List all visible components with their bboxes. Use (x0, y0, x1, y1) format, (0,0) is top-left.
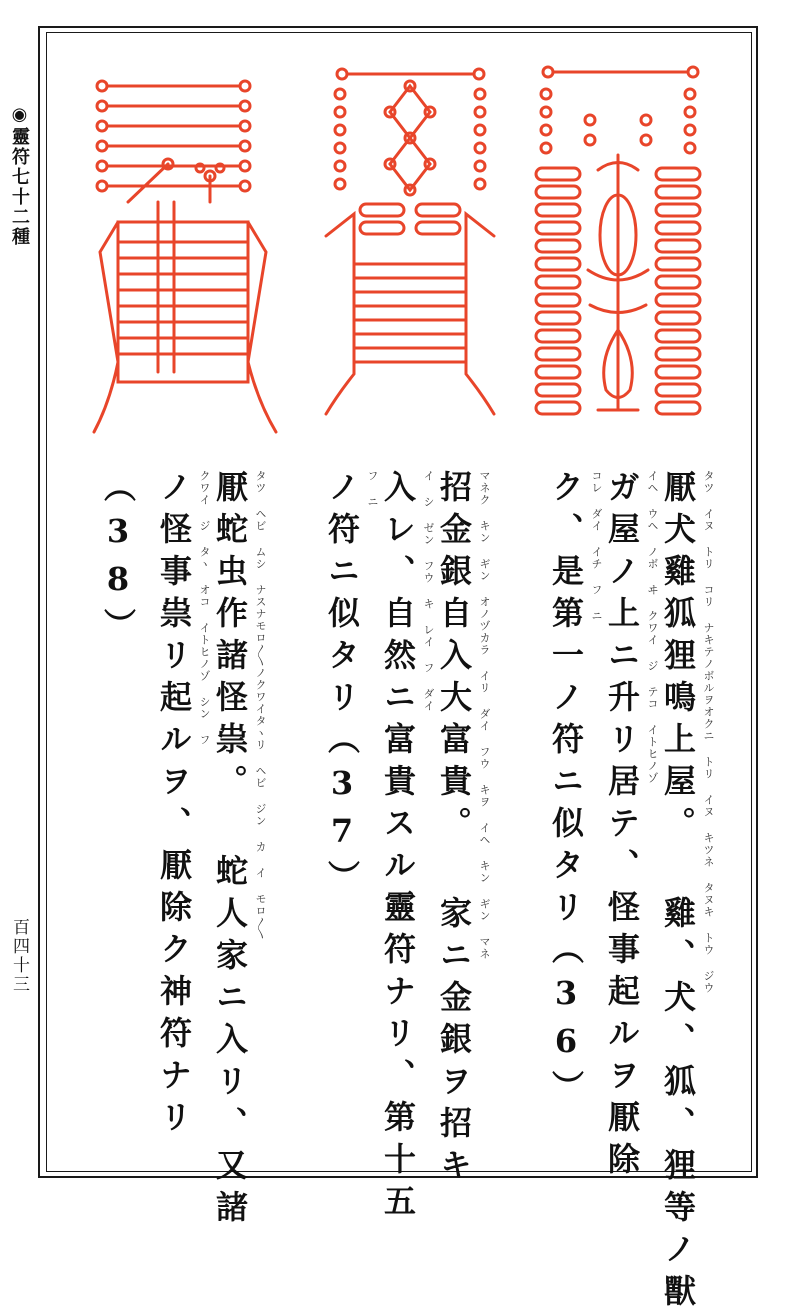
entry37-line-1: 招金銀自入大富貴。 家ニ金銀ヲ招キ (435, 470, 473, 1190)
entry38-ruby-1: タツ ヘビ ムシ ナスナモロ〳〵ノクワイタヽリ ヘビ ジン カ イ モロ〳〵 (254, 470, 267, 940)
entry37-ruby-1: マネク キン ギン オノヅカラ イリ ダイ フウ キヲ イヘ キン ギン マネ (478, 470, 491, 960)
entry36-ruby-3: コレ ダイ イチ フ ニ (590, 470, 603, 622)
entry36-line-2: ガ屋ノ上ニ升リ居テ、怪事起ルヲ厭除 (603, 470, 641, 1184)
entry38-line-2: ノ怪事祟リ起ルヲ、厭除ク神符ナリ (155, 470, 193, 1142)
page-number: 百四十三 (9, 918, 29, 994)
entry38-line-3: （38） (99, 470, 137, 650)
entry38-line-1: 厭蛇虫作諸怪祟。 蛇人家ニ入リ、又諸 (211, 470, 249, 1232)
entry38-ruby-2: クワイ ジ タヽ オコ イトヒノゾ シン フ (198, 470, 211, 746)
entry37-line-3: ノ符ニ似タリ（37） (323, 470, 361, 902)
entry37-ruby-3: フ ニ (366, 470, 379, 508)
running-header: ◉靈符七十二種 (9, 104, 30, 247)
entry36-line-1: 厭犬雞狐狸鳴上屋。 雞、犬、狐、狸等ノ獸 (659, 470, 697, 1316)
entry37-line-2: 入レ、自然ニ富貴スル靈符ナリ、第十五 (379, 470, 417, 1226)
talisman-38-seal (88, 72, 280, 442)
entry37-ruby-2: イ シ ゼン フウ キ レイ フ ダイ (422, 470, 435, 712)
entry36-ruby-2: イヘ ウヘ ノボ ヰ クワイ ジ テコ イトヒノゾ (646, 470, 659, 784)
talisman-37-seal (318, 64, 498, 430)
talisman-36-seal (528, 60, 708, 440)
entry36-line-3: ク、是第一ノ符ニ似タリ（36） (547, 470, 585, 1112)
entry36-ruby-1: タツ イヌ トリ コリ ナキテノボルヲオクニ トリ イヌ キツネ タヌキ トウ ジウ (702, 470, 715, 994)
